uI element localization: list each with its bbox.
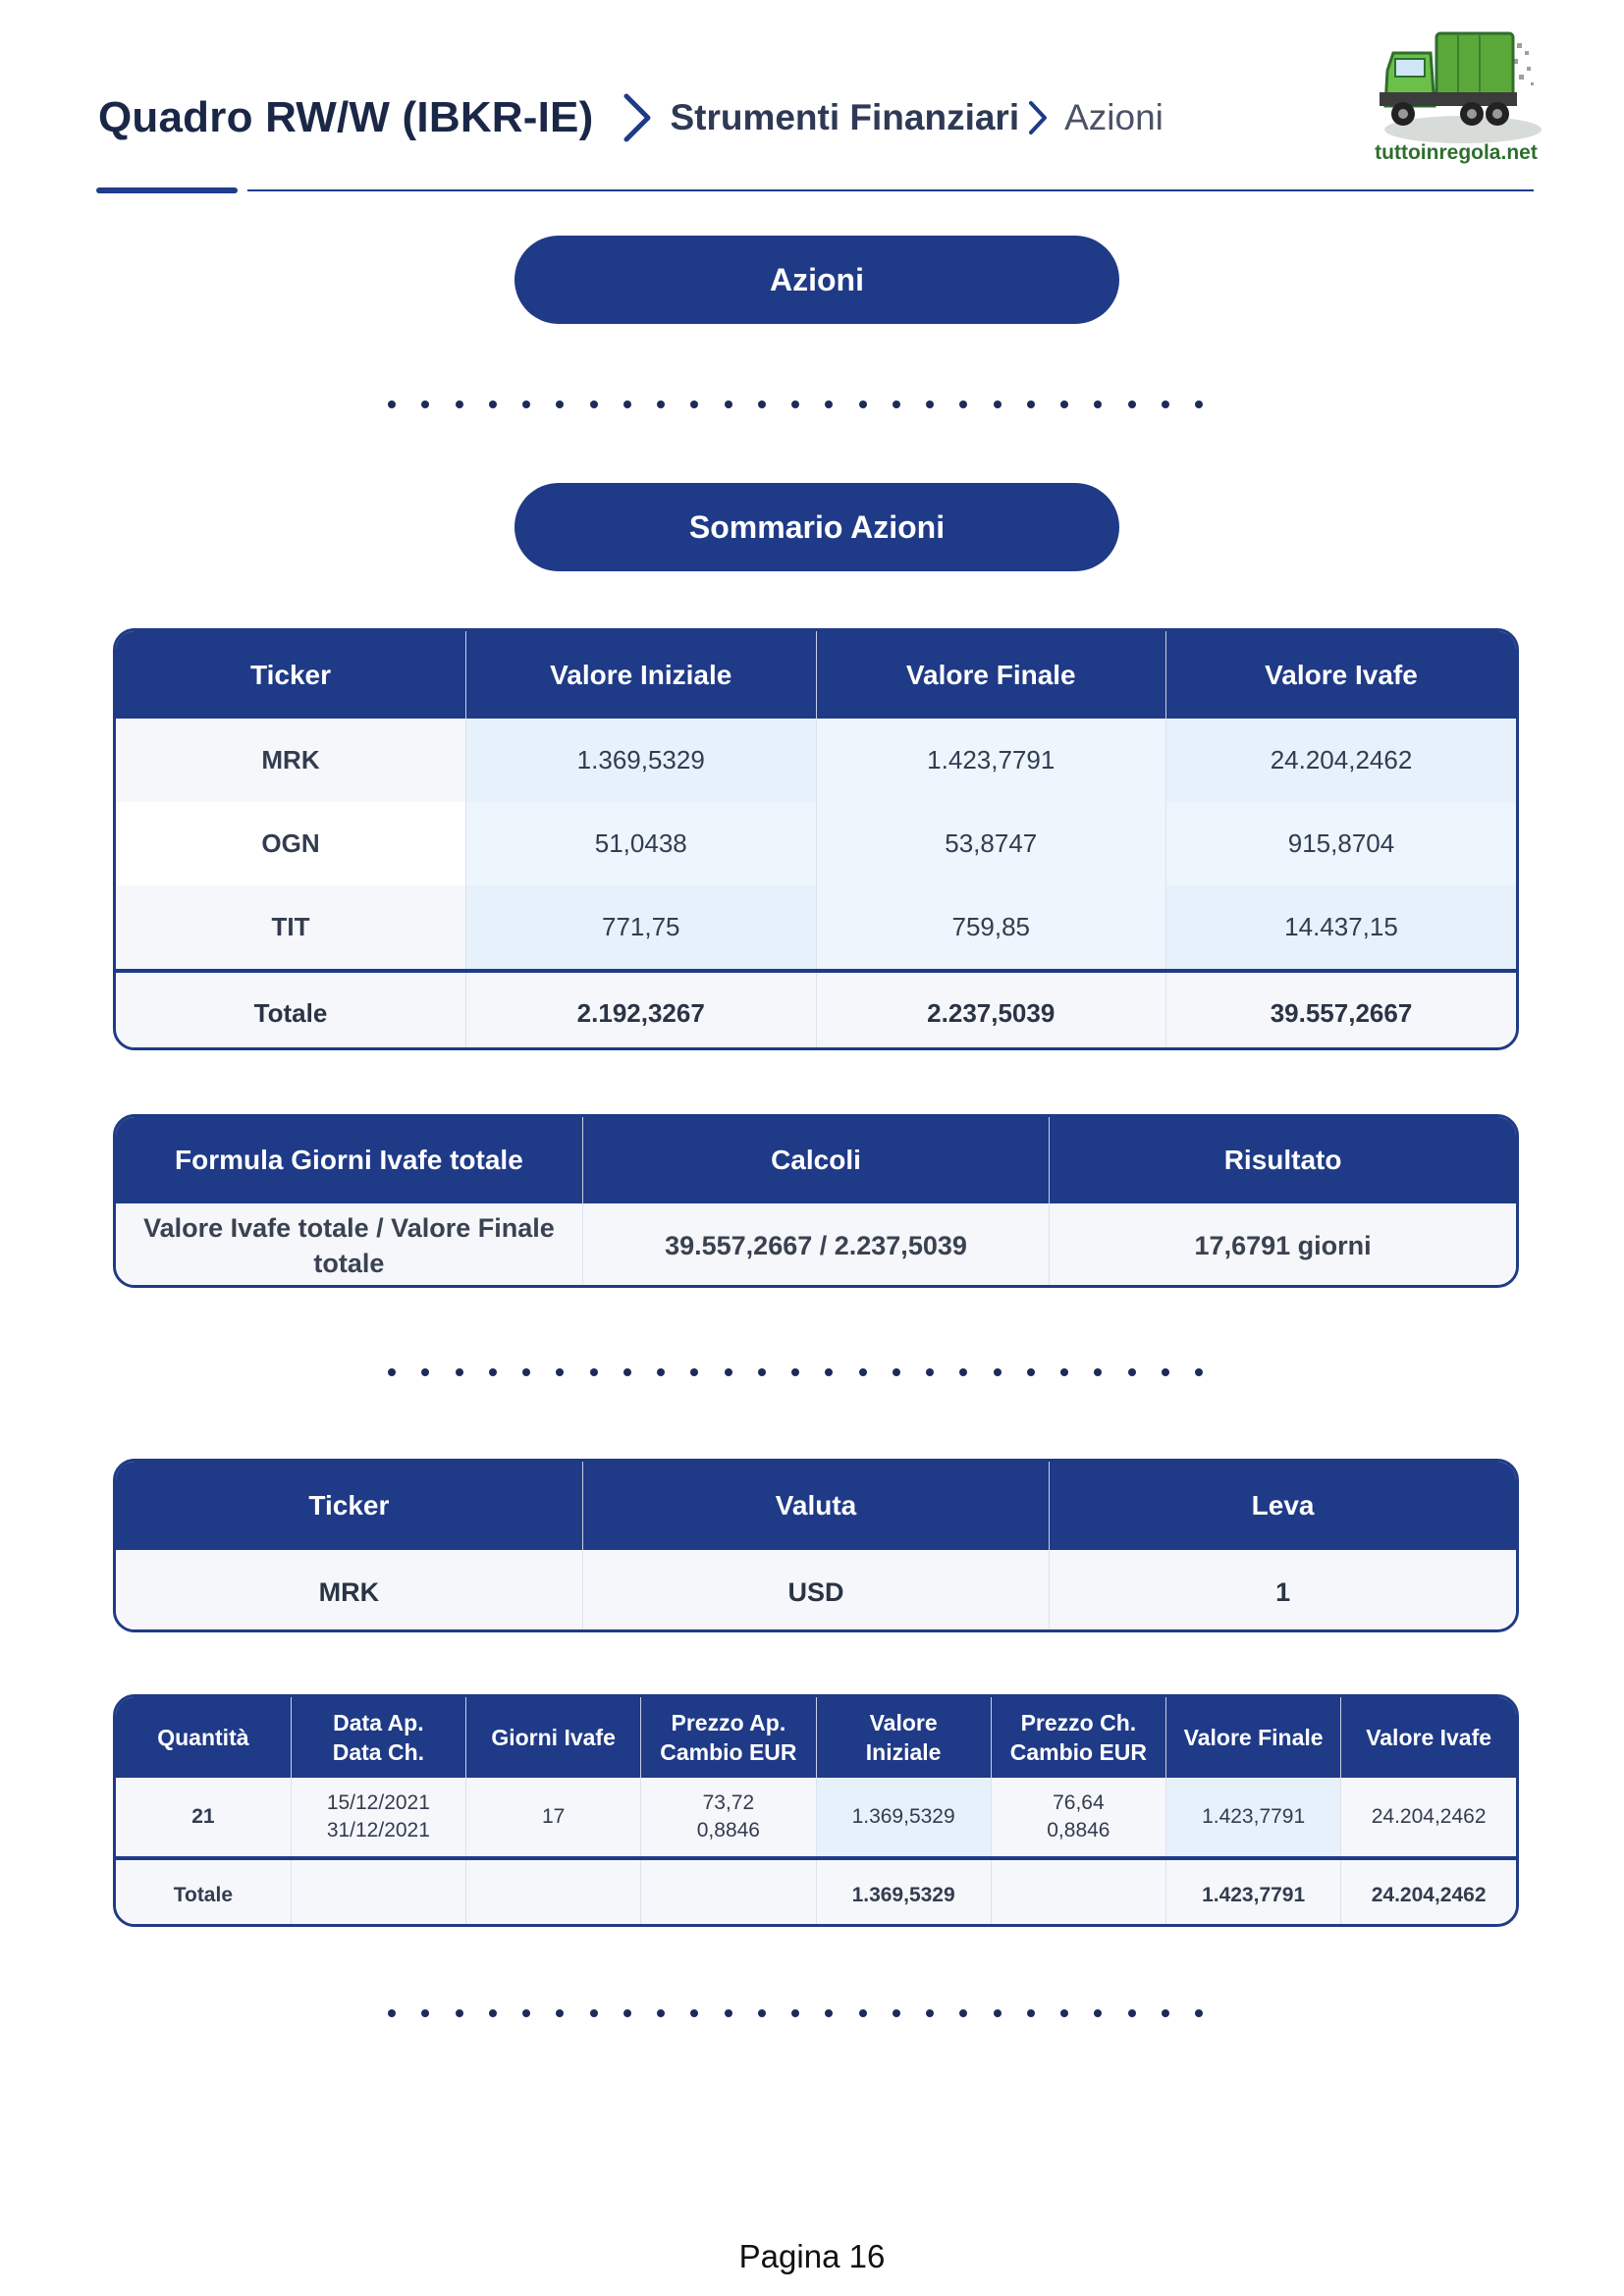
- table-header-row: [116, 1697, 1516, 1778]
- valore-finale-cell: 1.423,7791: [1166, 1778, 1341, 1858]
- dotted-separator: [388, 2007, 1203, 2019]
- dotted-separator: [388, 399, 1203, 410]
- table-cell: 915,8704: [1166, 802, 1517, 885]
- table-cell: 24.204,2462: [1166, 719, 1517, 802]
- chevron-right-icon: [621, 92, 654, 143]
- page-number: Pagina 16: [738, 2238, 886, 2274]
- column-header: Risultato: [1050, 1117, 1516, 1203]
- table-cell: 1.369,5329: [466, 719, 817, 802]
- total-label: Totale: [116, 971, 466, 1050]
- column-header: Ticker: [116, 631, 466, 719]
- valore-ivafe-cell: 24.204,2462: [1341, 1778, 1516, 1858]
- ticker-table: [113, 1459, 1519, 1632]
- column-header: Quantità: [116, 1697, 291, 1778]
- column-header: Valore Iniziale: [466, 631, 817, 719]
- section-pill-sommario: Sommario Azioni: [514, 483, 1119, 571]
- table-header-row: [116, 1462, 1516, 1550]
- total-cell: 1.423,7791: [1166, 1858, 1341, 1927]
- table-cell: 51,0438: [466, 802, 817, 885]
- giorni-cell: 17: [466, 1778, 641, 1858]
- summary-table: [113, 628, 1519, 1050]
- table-row: [116, 802, 1516, 885]
- table-cell: 771,75: [466, 885, 817, 971]
- chevron-right-icon: [1027, 100, 1049, 135]
- formula-table: [113, 1114, 1519, 1288]
- table-cell: 759,85: [816, 885, 1166, 971]
- column-header: Valore Finale: [1166, 1697, 1341, 1778]
- column-header: Calcoli: [582, 1117, 1049, 1203]
- total-cell: 24.204,2462: [1341, 1858, 1516, 1927]
- empty-cell: [641, 1858, 816, 1927]
- column-header: Valore Iniziale: [816, 1697, 991, 1778]
- table-cell: 1.423,7791: [816, 719, 1166, 802]
- detail-table: [113, 1694, 1519, 1927]
- calcoli-cell: 39.557,2667 / 2.237,5039: [582, 1203, 1049, 1288]
- page-title: Quadro RW/W (IBKR-IE): [98, 93, 594, 141]
- valuta-cell: USD: [582, 1550, 1049, 1632]
- quantita-cell: 21: [116, 1778, 291, 1858]
- total-cell: 2.192,3267: [466, 971, 817, 1050]
- column-header: Valore Ivafe: [1166, 631, 1517, 719]
- column-header: Valuta: [582, 1462, 1049, 1550]
- column-header: Ticker: [116, 1462, 582, 1550]
- header-accent-line: [96, 187, 238, 193]
- empty-cell: [991, 1858, 1165, 1927]
- table-cell: 53,8747: [816, 802, 1166, 885]
- total-cell: 2.237,5039: [816, 971, 1166, 1050]
- column-header: Data Ap. Data Ch.: [291, 1697, 465, 1778]
- risultato-cell: 17,6791 giorni: [1050, 1203, 1516, 1288]
- column-header: Giorni Ivafe: [466, 1697, 641, 1778]
- leva-cell: 1: [1050, 1550, 1516, 1632]
- ticker-cell: MRK: [116, 719, 466, 802]
- prezzo-ap-cell: 73,72 0,8846: [641, 1778, 816, 1858]
- column-header: Valore Ivafe: [1341, 1697, 1516, 1778]
- column-header: Valore Finale: [816, 631, 1166, 719]
- table-row: [116, 885, 1516, 971]
- breadcrumb: [98, 86, 1164, 149]
- total-cell: 39.557,2667: [1166, 971, 1517, 1050]
- table-row: [116, 1203, 1516, 1288]
- total-cell: 1.369,5329: [816, 1858, 991, 1927]
- section-pill-azioni: Azioni: [514, 236, 1119, 324]
- table-header-row: [116, 631, 1516, 719]
- column-header: Prezzo Ap. Cambio EUR: [641, 1697, 816, 1778]
- date-cell: 15/12/2021 31/12/2021: [291, 1778, 465, 1858]
- ticker-cell: TIT: [116, 885, 466, 971]
- table-cell: 14.437,15: [1166, 885, 1517, 971]
- formula-cell: Valore Ivafe totale / Valore Finale totale: [116, 1203, 582, 1288]
- empty-cell: [291, 1858, 465, 1927]
- column-header: Formula Giorni Ivafe totale: [116, 1117, 582, 1203]
- table-total-row: [116, 971, 1516, 1050]
- ticker-cell: OGN: [116, 802, 466, 885]
- prezzo-ch-cell: 76,64 0,8846: [991, 1778, 1165, 1858]
- breadcrumb-item-azioni: Azioni: [1064, 97, 1164, 137]
- breadcrumb-item-strumenti[interactable]: Strumenti Finanziari: [670, 97, 1020, 137]
- empty-cell: [466, 1858, 641, 1927]
- ticker-cell: MRK: [116, 1550, 582, 1632]
- valore-iniziale-cell: 1.369,5329: [816, 1778, 991, 1858]
- dotted-separator: [388, 1366, 1203, 1378]
- table-total-row: [116, 1858, 1516, 1927]
- table-row: [116, 1550, 1516, 1632]
- table-row: [116, 1778, 1516, 1858]
- header-divider: [247, 189, 1534, 191]
- column-header: Prezzo Ch. Cambio EUR: [991, 1697, 1165, 1778]
- column-header: Leva: [1050, 1462, 1516, 1550]
- table-header-row: [116, 1117, 1516, 1203]
- total-label: Totale: [116, 1858, 291, 1927]
- logo-text[interactable]: tuttoinregola.net: [1375, 141, 1538, 164]
- table-row: [116, 719, 1516, 802]
